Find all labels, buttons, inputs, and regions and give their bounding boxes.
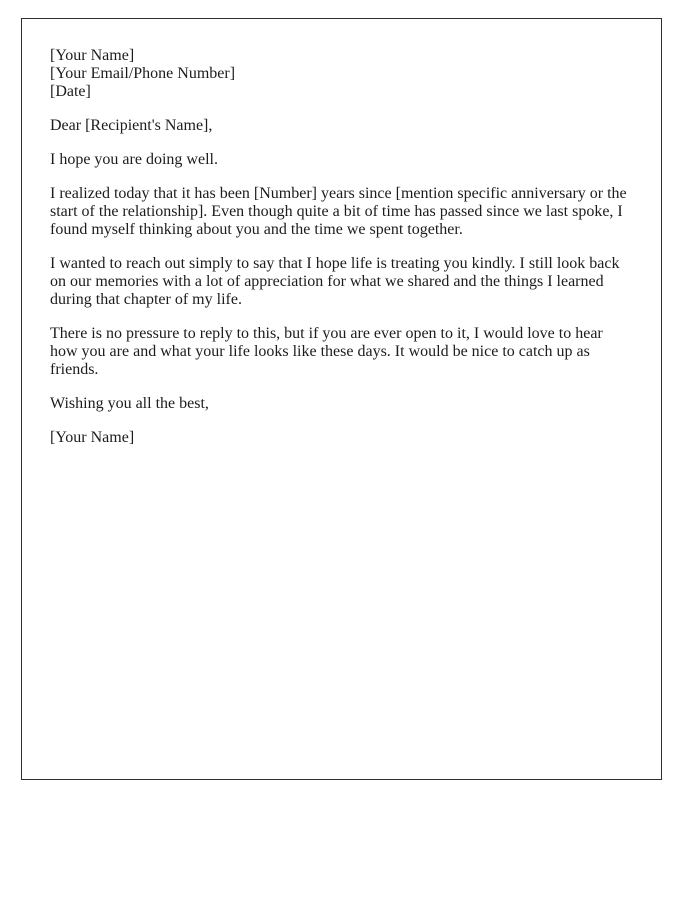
sender-info-block xyxy=(50,47,633,101)
body-paragraph: There is no pressure to reply to this, but if you are ever open to it, I would love to hear how you are and what your life looks like these days. It would be nice to catch up as friends. xyxy=(50,325,603,378)
body-paragraph: I wanted to reach out simply to say that I hope life is treating you kindly. I still look back on our memories with a lot of appreciation for what we shared and the things I learned during that chapter of my life. xyxy=(50,255,620,308)
letter-page xyxy=(21,18,662,780)
closing-line: Wishing you all the best, xyxy=(50,395,209,412)
date-placeholder: [Date] xyxy=(50,83,91,100)
sender-name-placeholder: [Your Name] xyxy=(50,47,135,64)
letter-body xyxy=(50,47,633,447)
opening-line: I hope you are doing well. xyxy=(50,151,218,168)
body-paragraph: I realized today that it has been [Number] years since [mention specific anniversary or the start of the relationship]. Even though quite a bit of time has passed since we last spoke, I found myself thinking about you and the time we spent together. xyxy=(50,185,627,238)
salutation: Dear [Recipient's Name], xyxy=(50,117,213,134)
signature-placeholder: [Your Name] xyxy=(50,429,135,446)
sender-contact-placeholder: [Your Email/Phone Number] xyxy=(50,65,236,82)
